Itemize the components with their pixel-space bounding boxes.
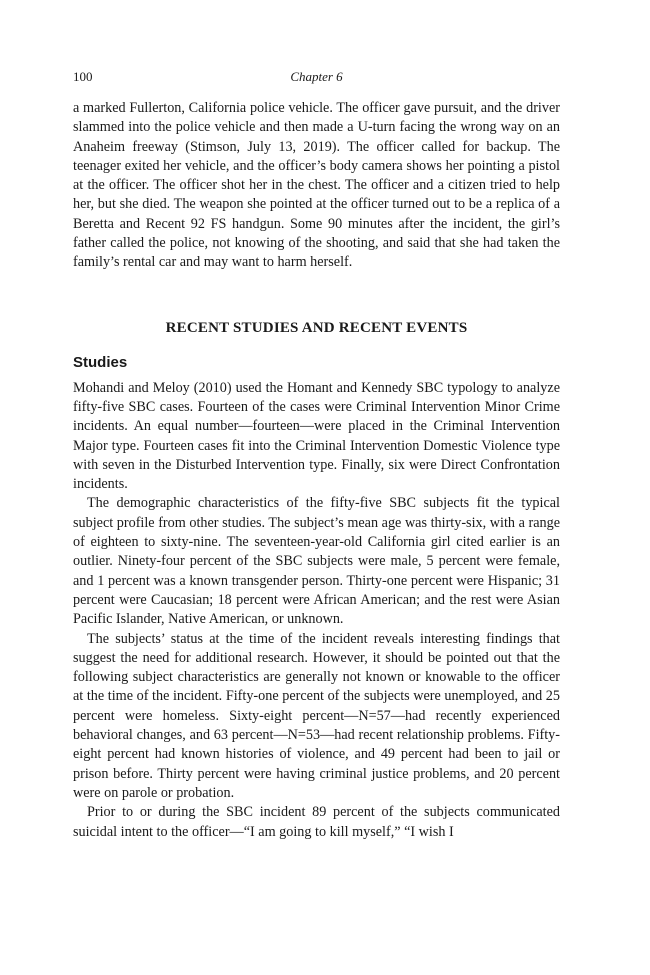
paragraph-incident-continuation: a marked Fullerton, California police vehicle. The officer gave pursuit, and the driver slammed into the police vehicle and then made a U-turn facing the wrong way on an Anaheim freeway (Stimson, July 13, 2019). The officer called for backup. The teenager exited her vehicle, and the officer’s body camera shows her pointing a pistol at the officer. The officer shot her in the chest. The officer and a citizen tried to help her, but she died. The weapon she pointed at the officer turned out to be a replica of a Beretta and Recent 92 FS handgun. Some 90 minutes after the incident, the girl’s father called the police, not knowing of the shooting, and said that she had taken the family’s rental car and may want to harm herself. [73, 100, 560, 271]
paragraph-typology: Mohandi and Meloy (2010) used the Homant and Kennedy SBC typology to analyze fifty-five SBC cases. Fourteen of the cases were Criminal Intervention Minor Crime incidents. An equal number—fourteen—were placed in the Criminal Intervention Major type. Fourteen cases fit into the Criminal Intervention Domestic Violence type with seven in the Disturbed Intervention type. Finally, six were Direct Confrontation incidents. [73, 379, 560, 493]
page-number: 100 [73, 69, 93, 84]
paragraph-demographics: The demographic characteristics of the fifty-five SBC subjects fit the typical subject profile from other studies. The subject’s mean age was thirty-six, with a range of eighteen to sixty-nine. The seventeen-year-old California girl cited earlier is an outlier. Ninety-four percent of the SBC subjects were male, 5 percent were female, and 1 percent was a known transgender person. Thirty-one percent were Hispanic; 31 percent were Caucasian; 18 percent were African American; and the rest were Asian Pacific Islander, Native American, or unknown. [73, 495, 560, 628]
paragraph-suicidal-intent: Prior to or during the SBC incident 89 percent of the subjects communicated suicidal intent to the officer—“I am going to kill myself,” “I wish I [73, 804, 560, 840]
section-heading: RECENT STUDIES AND RECENT EVENTS [165, 319, 468, 336]
running-header [73, 66, 560, 88]
book-page [73, 66, 560, 842]
subheading-studies: Studies [73, 353, 128, 371]
paragraph-subject-status: The subjects’ status at the time of the incident reveals interesting findings that suggest the need for additional research. However, it should be pointed out that the following subject characteristics are generally not known or knowable to the officer at the time of the incident. Fifty-one percent of the subjects were unemployed, and 25 percent were homeless. Sixty-eight percent—N=57—had recently experienced behavioral changes, and 63 percent—N=53—had recent relationship problems. Fifty-eight percent had known histories of violence, and 49 percent had been to jail or prison before. Thirty percent were having criminal justice problems, and 20 percent were on parole or probation. [73, 630, 560, 801]
chapter-label: Chapter 6 [290, 69, 343, 84]
